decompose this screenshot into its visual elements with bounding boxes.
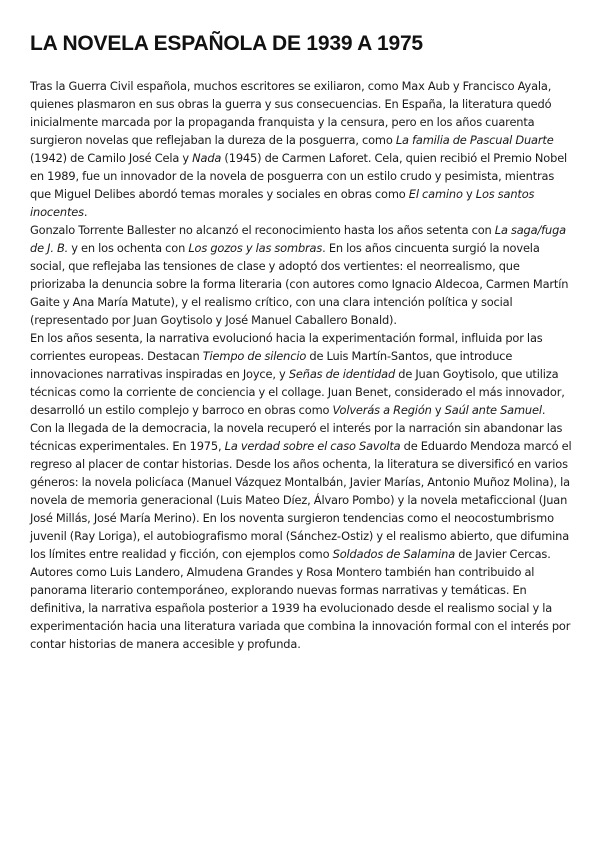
- text-run: (1942) de Camilo José Cela y: [30, 151, 193, 165]
- italic-title: Señas de identidad: [288, 367, 396, 381]
- paragraph: [30, 563, 575, 653]
- italic-title: Los santos inocentes: [30, 187, 535, 219]
- italic-title: Nada: [192, 151, 222, 165]
- italic-title: La verdad sobre el caso Savolta: [224, 439, 401, 453]
- text-run: Gonzalo Torrente Ballester no alcanzó el reconocimiento hasta los años setenta con: [30, 223, 495, 237]
- text-run: de Eduardo Mendoza marcó el regreso al placer de contar historias. Desde los años ochenta, la literatura se diversificó en varios géneros: la novela policíaca (Manuel Vázquez Montalbán, Javier Marías, Antonio Muñoz Molina), la novela de memoria generacional (Luis Mateo Díez, Álvaro Pombo) y la novela metaficcional (Juan José Millás, José María Merino). En los noventa surgieron tendencias como el neocostumbrismo juvenil (Ray Loriga), el autobiografismo moral (Sánchez-Ostiz) y el realismo abierto, que difumina los límites entre realidad y ficción, con ejemplos como: [30, 439, 572, 561]
- document-page: [30, 31, 575, 653]
- italic-title: Soldados de Salamina: [332, 547, 456, 561]
- italic-title: Volverás a Región: [332, 403, 432, 417]
- italic-title: La familia de Pascual Duarte: [395, 133, 554, 147]
- text-run: Con la llegada de la democracia, la novela recuperó el interés por la narración sin abandonar las técnicas experimentales. En 1975,: [30, 421, 563, 453]
- paragraph: [30, 329, 575, 419]
- text-run: de Luis Martín-Santos, que introduce innovaciones narrativas inspiradas en Joyce, y: [30, 349, 513, 381]
- italic-title: Los gozos y las sombras: [188, 241, 323, 255]
- body-text: [30, 77, 575, 653]
- text-run: y: [431, 403, 445, 417]
- text-run: y en los ochenta con: [68, 241, 189, 255]
- page-title: LA NOVELA ESPAÑOLA DE 1939 A 1975: [30, 32, 423, 55]
- text-run: de Javier Cercas.: [455, 547, 551, 561]
- paragraph: [30, 77, 575, 221]
- italic-title: El camino: [408, 187, 463, 201]
- text-run: Tras la Guerra Civil española, muchos escritores se exiliaron, como Max Aub y Francisco Ayala, quienes plasmaron en sus obras la guerra y sus consecuencias. En España, la literatura quedó inicialmente marcada por la propaganda franquista y la censura, pero en los años cuarenta surgieron novelas que reflejaban la dureza de la posguerra, como: [30, 79, 552, 147]
- text-run: .: [83, 205, 88, 219]
- paragraph: [30, 419, 575, 563]
- text-run: de Juan Goytisolo, que utiliza técnicas como la corriente de conciencia y el collage. Juan Benet, considerado el más innovador, desarrolló un estilo complejo y barroco en obras como: [30, 367, 565, 417]
- paragraph: [30, 221, 575, 329]
- italic-title: Tiempo de silencio: [202, 349, 307, 363]
- italic-title: La saga/fuga de J. B.: [30, 223, 566, 255]
- text-run: Autores como Luis Landero, Almudena Grandes y Rosa Montero también han contribuido al panorama literario contemporáneo, explorando nuevas formas narrativas y temáticas. En definitiva, la narrativa española posterior a 1939 ha evolucionado desde el realismo social y la experimentación hacia una literatura variada que combina la innovación formal con el interés por contar historias de manera accesible y profunda.: [30, 565, 571, 651]
- text-run: .: [541, 403, 546, 417]
- text-run: . En los años cincuenta surgió la novela social, que reflejaba las tensiones de clase y adoptó dos vertientes: el neorrealismo, que priorizaba la denuncia sobre la forma literaria (con autores como Ignacio Aldecoa, Carmen Martín Gaite y Ana María Matute), y el realismo crítico, con una clara intención política y social (representado por Juan Goytisolo y José Manuel Caballero Bonald).: [30, 241, 569, 327]
- text-run: (1945) de Carmen Laforet. Cela, quien recibió el Premio Nobel en 1989, fue un innovador de la novela de posguerra con un estilo crudo y pesimista, mientras que Miguel Delibes abordó temas morales y sociales en obras como: [30, 151, 568, 201]
- text-run: En los años sesenta, la narrativa evolucionó hacia la experimentación formal, influida por las corrientes europeas. Destacan: [30, 331, 543, 363]
- text-run: y: [462, 187, 476, 201]
- italic-title: Saúl ante Samuel: [444, 403, 542, 417]
